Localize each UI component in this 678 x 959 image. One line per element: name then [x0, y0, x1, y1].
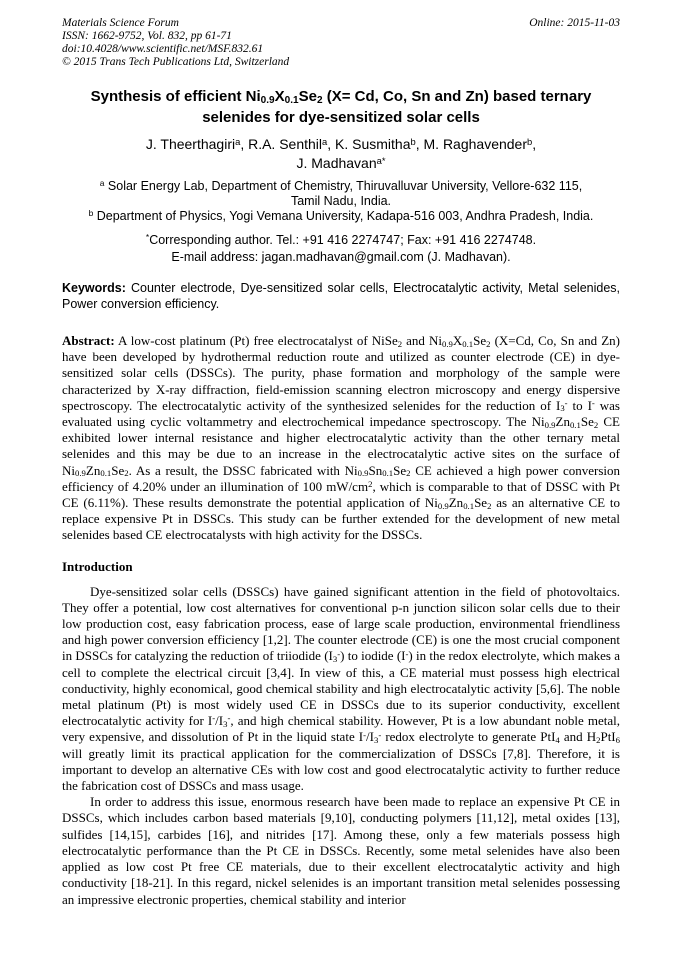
affiliation-a-line-2: Tamil Nadu, India.: [290, 194, 392, 208]
abstract-text: A low-cost platinum (Pt) free electrocatalyst of NiSe$_2$ and $Ni_{0.9}X_{0.1}Se_2$ (X=Cd, Co, Sn and Zn) have been developed by hydrothermal reduction route and utilized as counter electrode (CE) in dye-sensitized solar cells (DSSCs). The purity, phase formation and morphology of the sample were characterized by X-ray diffraction, field-emission scanning electron microscopy and energy dispersive spectroscopy. The electrocatalytic activity of the synthesized selenides for the reduction of $I_3^-$ to I- was evaluated using cyclic voltammetry and electrochemical impedance spectroscopy. The $Ni_{0.9}Zn_{0.1}Se_2$ CE exhibited lower internal resistance and higher electrocatalytic activity than the other ternary metal selenides and this may be due to an increase in the electrocatalytic active sites on the surface of $Ni_{0.9}Zn_{0.1}Se_2$. As a result, the DSSC fabricated with $Ni_{0.9}Sn_{0.1}Se_2$ CE achieved a high power conversion efficiency of 4.20% under an illumination of 100 $mW/cm^2$, which is comparable to that of DSSC with Pt CE (6.11%). These results demonstrate the potential application of $Ni_{0.9}Zn_{0.1}Se_2$ as an alternative CE to replace expensive Pt in DSSCs. This study can be further extended for the development of new metal selenides based CE electrocatalysts with high activity for the DSSCs.: [62, 333, 621, 543]
issn-line: ISSN: 1662-9752, Vol. 832, pp 61-71: [62, 30, 232, 42]
section-heading-introduction: Introduction: [62, 558, 133, 574]
keywords-text: Counter electrode, Dye-sensitized solar cells, Electrocatalytic activity, Metal selenides, Power conversion efficiency.: [62, 281, 620, 311]
authors-line-1: J. Theerthagiri$^a$, R.A. Senthil$^a$, K. Susmitha$^b$, M. Raghavender$^b$,: [145, 136, 537, 152]
corresponding-block: [62, 232, 620, 266]
journal-header-left: [62, 17, 289, 69]
keywords-label: Keywords:: [62, 281, 126, 295]
journal-name: Materials Science Forum: [62, 17, 179, 29]
affiliation-b: $^b$ Department of Physics, Yogi Vemana University, Kadapa-516 003, Andhra Pradesh, India.: [88, 208, 594, 223]
copyright-line: © 2015 Trans Tech Publications Ltd, Switzerland: [62, 56, 290, 68]
affiliations-block: [62, 179, 620, 224]
intro-paragraph-2: In order to address this issue, enormous research have been made to replace an expensive Pt CE in DSSCs, which includes carbon based materials [9,10], conducting polymers [11,12], metal oxides [13], sulfides [14,15], carbides [16], and nitrides [17]. Among these, only a few materials possess high electrocatalytic performance than the Pt CE in DSSCs. Recently, some metal selenides have also been applied as low cost Pt free CE materials, due to their excellent electrocatalytic activity and high conductivity [18-21]. In this regard, nickel selenides is an important transition metal selenides possessing an impressive electronic properties, chemical stability and interior: [62, 794, 620, 907]
abstract-block: [62, 333, 620, 544]
journal-header: [62, 17, 620, 69]
corresponding-author-line: *Corresponding author. Tel.: +91 416 2274747; Fax: +91 416 2274748.: [145, 232, 537, 247]
affiliation-a-line-1: $^a$ Solar Energy Lab, Department of Chemistry, Thiruvalluvar University, Vellore-632 115,: [99, 178, 583, 193]
email-line: E-mail address: jagan.madhavan@gmail.com (J. Madhavan).: [171, 250, 511, 264]
authors-line-2: J. Madhavan$^{a*}$: [296, 155, 386, 171]
intro-paragraph-1: Dye-sensitized solar cells (DSSCs) have gained significant attention in the field of photovoltaics. They offer a potential, low cost alternatives for conventional p-n junction silicon solar cells due to their low production cost, easy fabrication process, ease of large scale production, environmental friendliness and high power conversion efficiency [1,2]. The counter electrode (CE) is one the most crucial component in DSSCs for catalyzing the reduction of triiodide $(I_3^-)$ to iodide (I-) in the redox electrolyte, which makes a cell to complete the electrical circuit [3,4]. In view of this, a CE material must possess high electrical conductivity, highly economical, good chemical stability and high electrocatalytic activity [5,6]. The noble metal platinum (Pt) is most widely used CE in DSSCs due to its superior conductivity, excellent electrocatalytic activity for $I^-/I_3^-$, and high chemical stability. However, Pt is a low abundant noble metal, very expensive, and dissolution of Pt in the liquid state $I^-/I_3^-$ redox electrolyte to generate PtI$_4$ and $H_2PtI_6$ will greatly limit its practical application for the commercialization of DSSCs [7,8]. Therefore, it is important to develop an alternative CEs with low cost and good electrocatalytic activity to further reduce the fabrication cost of DSSCs and mass usage.: [62, 583, 621, 794]
abstract-label: Abstract:: [62, 333, 115, 348]
doi-line: doi:10.4028/www.scientific.net/MSF.832.61: [62, 43, 264, 55]
keywords-block: [62, 280, 620, 312]
authors-block: [62, 135, 620, 173]
online-date: Online: 2015-11-03: [529, 17, 620, 29]
paper-title: Synthesis of efficient $Ni_{0.9}X_{0.1}Se_2$ (X= Cd, Co, Sn and Zn) based ternary selenides for dye-sensitized solar cells: [90, 88, 592, 126]
